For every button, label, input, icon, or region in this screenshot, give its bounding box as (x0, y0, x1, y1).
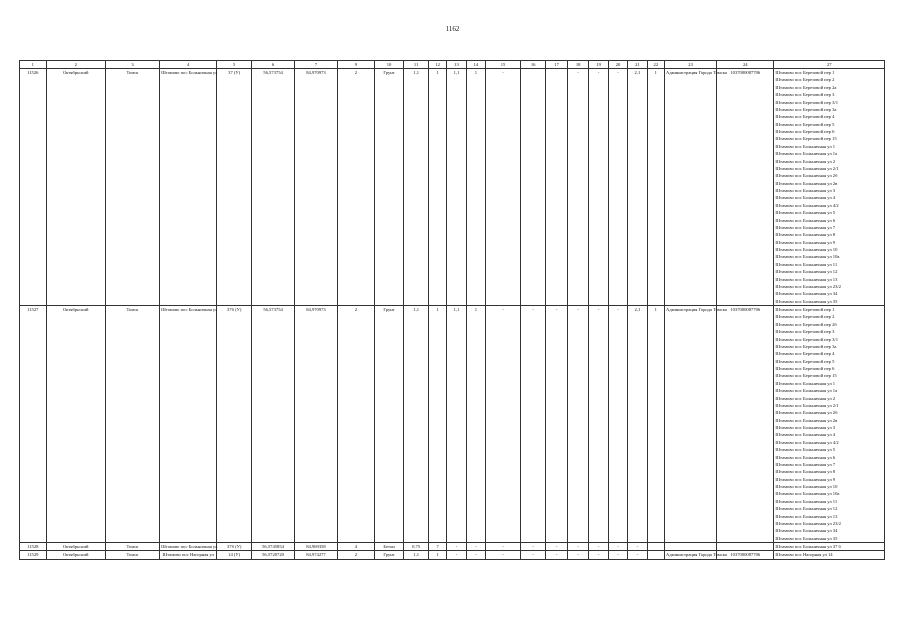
column-number: 9 (337, 61, 374, 69)
address-line: Штамово пос Березовой пер 5 (775, 358, 835, 364)
district: Октябрьский (46, 543, 105, 551)
col-18: - (567, 551, 588, 559)
col-21: - (628, 551, 647, 559)
city: Томск (105, 306, 159, 543)
house-number: 14 (У) (217, 551, 252, 559)
col-13: 1,1 (447, 306, 466, 543)
column-number-row (20, 61, 885, 69)
owner (665, 543, 717, 551)
col-13: - (447, 551, 466, 559)
table-row (20, 543, 885, 551)
address-line: Штамово пос Больничная ул 2в (775, 417, 838, 423)
address-line: Штамово пос Березовой пер 3а (775, 343, 837, 349)
registry-table (19, 60, 885, 560)
address-line: Штамово пос Березовой пер 3/1 (775, 99, 838, 105)
column-number: 3 (105, 61, 159, 69)
column-number: 14 (466, 61, 485, 69)
address-line: Штамово пос Березовой пер 15 (775, 136, 837, 142)
district: Октябрьский (46, 69, 105, 306)
surface-type: Грунт (374, 551, 404, 559)
address-line: Штамово пос Больничная ул 4/2 (775, 202, 839, 208)
latitude: 56,573754 (252, 306, 295, 543)
address-line: Штамово пос Больничная ул 34 (775, 291, 838, 297)
latitude: 56,573754 (252, 69, 295, 306)
container-count: 2 (337, 69, 374, 306)
col-19: - (589, 543, 608, 551)
address-line: Штамово пос Больничная ул 5 (775, 210, 836, 216)
address-line: Штамово пос Березовой пер 6 (775, 129, 835, 134)
city: Томск (105, 69, 159, 306)
ogrn: 1037000087706 (717, 306, 774, 543)
address-line: Штамово пос Больничная ул 10а (775, 491, 840, 497)
address-line: Штамово пос Березовой пер 4 (775, 114, 835, 120)
column-number: 2 (46, 61, 105, 69)
column-number: 16 (520, 61, 546, 69)
house-number: 37 (У) (217, 69, 252, 306)
address-line: Штамово пос Березовой пер 2б (775, 321, 837, 327)
col-15: - (486, 306, 521, 543)
address-line: Штамово пос Больничная ул 12 (775, 506, 838, 512)
address-line: Штамово пос Березовой пер 4 (775, 351, 835, 357)
column-number: 6 (252, 61, 295, 69)
latitude: 56,5720720 (252, 551, 295, 559)
col-15: - (486, 551, 521, 559)
address-line: Штамово пос Больничная ул 4 (775, 195, 836, 201)
column-number: 17 (546, 61, 567, 69)
col-21: 2,1 (628, 306, 647, 543)
address-line: Штамово пос Больничная ул 23/2 (775, 520, 841, 526)
address-line: Штамово пос Больничная ул 3 (775, 188, 836, 193)
record-id: 11526 (20, 69, 47, 306)
column-number: 13 (447, 61, 466, 69)
ogrn: 1037000087706 (717, 69, 774, 306)
address-line: Штамово пос Больничная ул 6 (775, 217, 836, 223)
col-15: - (486, 543, 521, 551)
address-line: Штамово пос Больничная ул 8 (775, 469, 836, 475)
address-line: Штамово пос Больничная ул 34 (775, 528, 838, 534)
address-line: Штамово пос Больничная ул 5 (775, 447, 836, 453)
col-20: - (608, 306, 627, 543)
district: Октябрьский (46, 551, 105, 559)
address-line: Штамово пос Больничная ул 2б (775, 410, 838, 416)
column-number: 11 (404, 61, 429, 69)
col-17: - (546, 306, 567, 543)
col-13: 1,1 (447, 69, 466, 306)
table-row (20, 551, 885, 559)
address-line: Штамово пос Больничная ул 37 б (775, 544, 841, 549)
col-22: 1 (647, 69, 664, 306)
page-number: 1162 (445, 25, 460, 33)
col-14: - (466, 551, 485, 559)
container-count: 4 (337, 543, 374, 551)
col-14: 1 (466, 306, 485, 543)
address-line: Штамово пос Больничная ул 10 (775, 247, 838, 252)
address-line: Штамово пос Больничная ул 10а (775, 254, 840, 260)
table-row (20, 306, 885, 543)
address-line: Штамово пос Больничная ул 1 (775, 380, 836, 386)
location: Штамово пос Больничная ул (160, 306, 217, 543)
address-line: Штамово пос Березовой пер 3 (775, 92, 835, 98)
address-line: Штамово пос Больничная ул 2/1 (775, 165, 839, 171)
latitude: 56,5745854 (252, 543, 295, 551)
column-number: 12 (428, 61, 446, 69)
col-16: - (520, 543, 546, 551)
col-20: - (608, 69, 627, 306)
longitude: 84,969358 (295, 543, 338, 551)
address-line: Штамово пос Березовой пер 1 (775, 307, 835, 312)
owner: Администрация Города Томска (665, 69, 717, 306)
address-line: Штамово пос Березовой пер 2а (775, 84, 837, 90)
city: Томск (105, 543, 159, 551)
col-16 (520, 69, 546, 306)
col-21: 2,1 (628, 69, 647, 306)
served-addresses (774, 543, 885, 551)
address-line: Штамово пос Березовой пер 5 (775, 121, 835, 127)
surface-type: Грунт (374, 69, 404, 306)
address-line: Штамово пос Березовой пер 2 (775, 77, 835, 83)
col-18: - (567, 69, 588, 306)
location: Штамово пос Нагорная ул (160, 551, 217, 559)
address-line: Штамово пос Больничная ул 4 (775, 432, 836, 438)
column-number: 18 (567, 61, 588, 69)
address-line: Штамово пос Больничная ул 1а (775, 388, 838, 394)
area: 0,75 (404, 543, 429, 551)
area: 1,1 (404, 69, 429, 306)
address-line: Штамово пос Больничная ул 11 (775, 498, 838, 504)
col-19: - (589, 69, 608, 306)
column-number: 24 (717, 61, 774, 69)
column-number: 15 (486, 61, 521, 69)
ogrn (717, 543, 774, 551)
address-line: Штамово пос Больничная ул 7 (775, 461, 836, 467)
col-22 (647, 551, 664, 559)
table-row (20, 69, 885, 306)
column-number: 7 (295, 61, 338, 69)
address-line: Штамово пос Березовой пер 15 (775, 373, 837, 379)
col-19: - (589, 306, 608, 543)
city: Томск (105, 551, 159, 559)
address-line: Штамово пос Больничная ул 23/2 (775, 283, 841, 289)
address-line: Штамово пос Больничная ул 35 (775, 535, 838, 541)
col-16: - (520, 551, 546, 559)
address-line: Штамово пос Больничная ул 13 (775, 276, 838, 282)
address-line: Штамово пос Больничная ул 9 (775, 476, 836, 482)
col-21: - (628, 543, 647, 551)
longitude: 84,970973 (295, 69, 338, 306)
col-12: 1 (428, 306, 446, 543)
surface-type: Бетон (374, 543, 404, 551)
col-14: 1 (466, 69, 485, 306)
address-line: Штамово пос Больничная ул 11 (775, 261, 838, 267)
container-count: 2 (337, 306, 374, 543)
address-line: Штамово пос Больничная ул 6 (775, 454, 836, 460)
served-addresses (774, 306, 885, 543)
address-line: Штамово пос Больничная ул 9 (775, 239, 836, 245)
column-number: 4 (160, 61, 217, 69)
address-line: Штамово пос Больничная ул 2 (775, 158, 836, 164)
record-id: 11527 (20, 306, 47, 543)
address-line: Штамово пос Больничная ул 8 (775, 232, 836, 238)
container-count: 2 (337, 551, 374, 559)
address-line: Штамово пос Больничная ул 3 (775, 425, 836, 430)
location: Штамово пос Больничная ул (160, 69, 217, 306)
col-12: 7 (428, 543, 446, 551)
col-18: - (567, 543, 588, 551)
col-22 (647, 543, 664, 551)
column-number: 27 (774, 61, 885, 69)
area: 1,1 (404, 551, 429, 559)
col-18: - (567, 306, 588, 543)
address-line: Штамово пос Больничная ул 35 (775, 298, 838, 304)
address-line: Штамово пос Больничная ул 2в (775, 180, 838, 186)
col-15: - (486, 69, 521, 306)
ogrn: 1037000087706 (717, 551, 774, 559)
column-number: 22 (647, 61, 664, 69)
address-line: Штамово пос Больничная ул 12 (775, 269, 838, 275)
address-line: Штамово пос Больничная ул 2/1 (775, 402, 839, 408)
record-id: 11529 (20, 551, 47, 559)
address-line: Штамово пос Березовой пер 6 (775, 366, 835, 371)
house-number: 37б (У) (217, 306, 252, 543)
col-12: 1 (428, 69, 446, 306)
col-20: - (608, 543, 627, 551)
address-line: Штамово пос Больничная ул 2б (775, 173, 838, 179)
owner: Администрация Города Томска (665, 306, 717, 543)
column-number: 19 (589, 61, 608, 69)
col-12: 1 (428, 551, 446, 559)
column-number: 23 (665, 61, 717, 69)
address-line: Штамово пос Березовой пер 3 (775, 329, 835, 335)
column-number: 10 (374, 61, 404, 69)
col-19: - (589, 551, 608, 559)
address-line: Штамово пос Больничная ул 13 (775, 513, 838, 519)
owner: Администрация Города Томска (666, 552, 727, 558)
address-line: Штамово пос Березовой пер 2 (775, 314, 835, 320)
address-line: Штамово пос Березовой пер 3а (775, 106, 837, 112)
col-17: - (546, 551, 567, 559)
address-line: Штамово пос Больничная ул 1а (775, 151, 838, 157)
col-14: - (466, 543, 485, 551)
address-line: Штамово пос Больничная ул 1 (775, 143, 836, 149)
address-line: Штамово пос Нагорная ул 14 (775, 552, 833, 558)
surface-type: Грунт (374, 306, 404, 543)
address-line: Штамово пос Больничная ул 7 (775, 224, 836, 230)
col-17: - (546, 543, 567, 551)
col-22: 1 (647, 306, 664, 543)
column-number: 21 (628, 61, 647, 69)
col-13: - (447, 543, 466, 551)
col-20: - (608, 551, 627, 559)
column-number: 1 (20, 61, 47, 69)
address-line: Штамово пос Больничная ул 4/2 (775, 439, 839, 445)
longitude: 84,970973 (295, 306, 338, 543)
longitude: 84,974277 (295, 551, 338, 559)
location: Штамово пос Больничная ул (161, 544, 218, 549)
address-line: Штамово пос Березовой пер 1 (775, 70, 835, 75)
column-number: 20 (608, 61, 627, 69)
col-16: - (520, 306, 546, 543)
area: 1,1 (404, 306, 429, 543)
column-number: 5 (217, 61, 252, 69)
house-number: 37б (У) (217, 543, 252, 551)
address-line: Штамово пос Березовой пер 3/1 (775, 336, 838, 342)
address-line: Штамово пос Больничная ул 10 (775, 484, 838, 489)
address-line: Штамово пос Больничная ул 2 (775, 395, 836, 401)
district: Октябрьский (46, 306, 105, 543)
served-addresses (774, 69, 885, 306)
record-id: 11528 (20, 543, 47, 551)
served-addresses (774, 551, 885, 559)
col-17 (546, 69, 567, 306)
